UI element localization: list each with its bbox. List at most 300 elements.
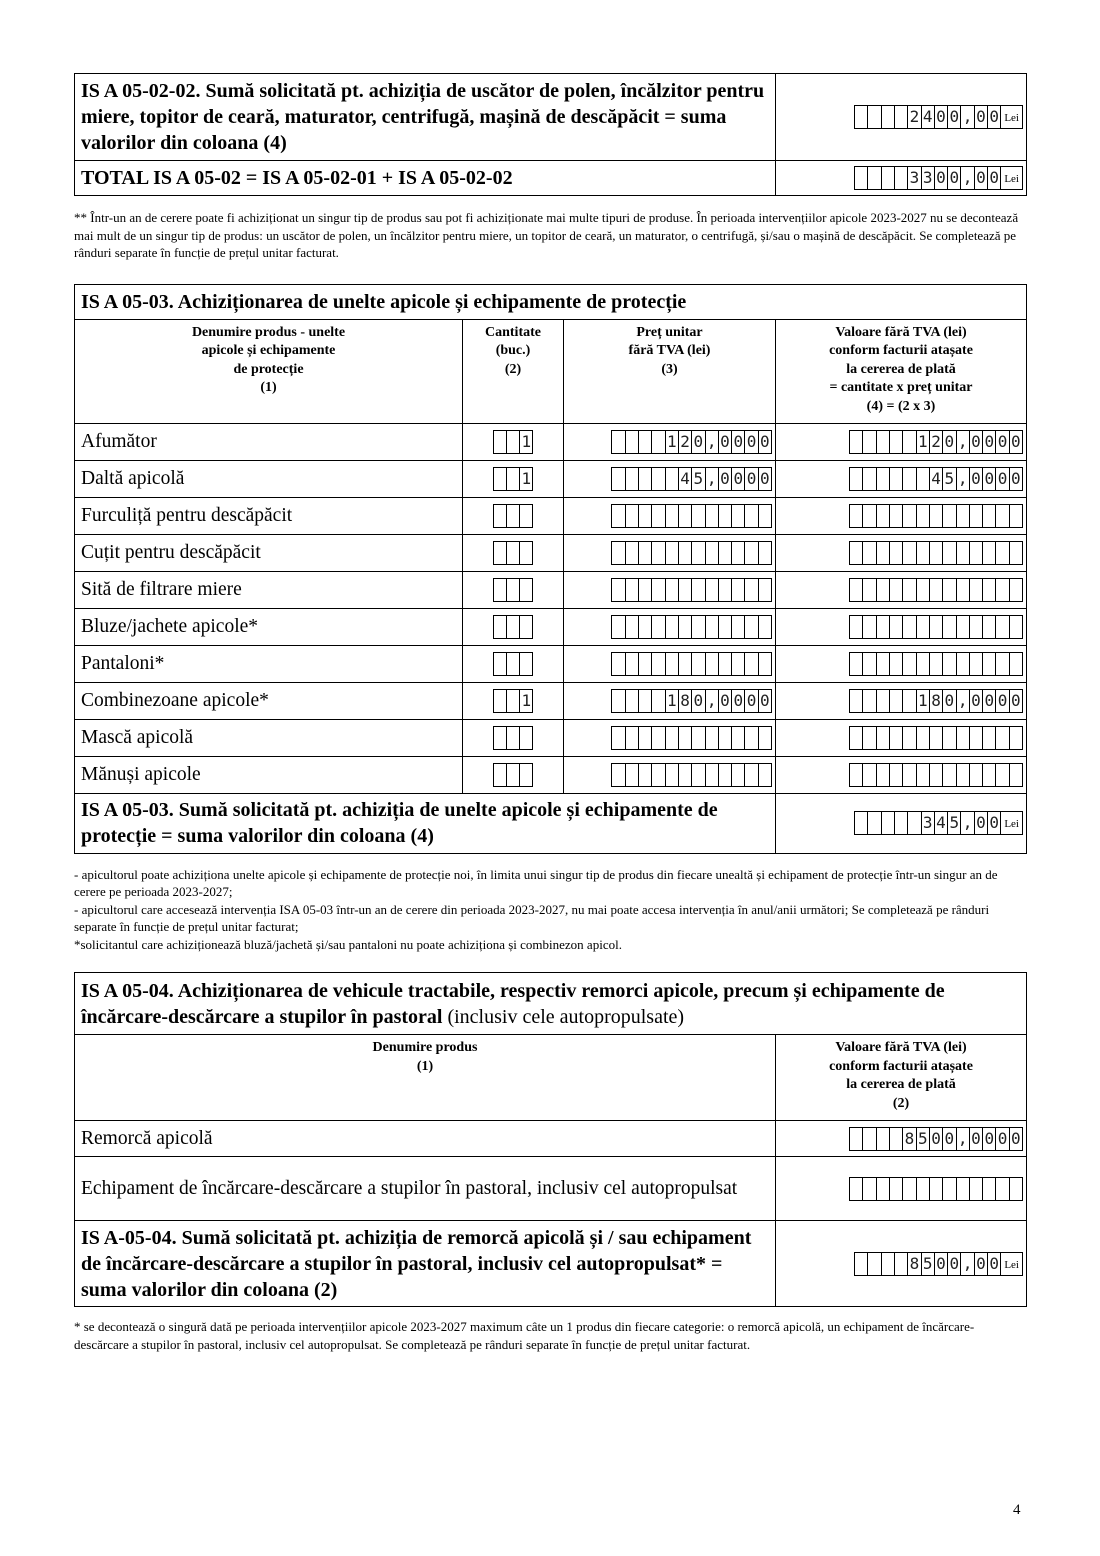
digit-cell[interactable] <box>854 811 868 835</box>
digit-cell[interactable] <box>705 726 719 750</box>
digit-cell[interactable] <box>894 166 908 190</box>
digit-cell[interactable] <box>691 652 705 676</box>
digit-cell[interactable] <box>862 615 876 639</box>
value-cells[interactable] <box>849 689 1023 713</box>
digit-cell[interactable] <box>995 615 1009 639</box>
digit-cell[interactable] <box>638 763 652 787</box>
digit-cell[interactable]: 0 <box>942 430 956 454</box>
digit-cell[interactable] <box>907 811 921 835</box>
digit-cell[interactable] <box>849 689 863 713</box>
unit-price-cells[interactable] <box>611 615 772 639</box>
digit-cell[interactable] <box>881 1252 895 1276</box>
digit-cell[interactable] <box>493 615 507 639</box>
digit-cell[interactable] <box>916 1177 930 1201</box>
digit-cell[interactable]: , <box>960 811 974 835</box>
digit-cell[interactable] <box>758 652 772 676</box>
digit-cell[interactable] <box>665 541 679 565</box>
digit-cell[interactable] <box>665 504 679 528</box>
digit-cell[interactable] <box>889 763 903 787</box>
digit-cell[interactable] <box>705 615 719 639</box>
digit-cell[interactable] <box>638 615 652 639</box>
digit-cell[interactable] <box>862 467 876 491</box>
digit-cell[interactable] <box>862 763 876 787</box>
digit-cell[interactable]: 4 <box>929 467 943 491</box>
digit-cell[interactable] <box>889 652 903 676</box>
digit-cell[interactable] <box>678 504 692 528</box>
value-cells[interactable] <box>849 726 1023 750</box>
digit-cell[interactable] <box>876 615 890 639</box>
digit-cell[interactable]: 2 <box>678 430 692 454</box>
digit-cell[interactable] <box>625 652 639 676</box>
digit-cell[interactable] <box>705 504 719 528</box>
digit-cell[interactable]: 5 <box>921 1252 935 1276</box>
digit-cell[interactable] <box>876 504 890 528</box>
digit-cell[interactable]: 5 <box>916 1127 930 1151</box>
digit-cell[interactable] <box>519 652 533 676</box>
digit-cell[interactable] <box>916 467 930 491</box>
digit-cell[interactable] <box>876 1177 890 1201</box>
digit-cell[interactable]: 0 <box>995 689 1009 713</box>
digit-cell[interactable] <box>862 1127 876 1151</box>
unit-price-cells[interactable] <box>611 763 772 787</box>
digit-cell[interactable] <box>969 615 983 639</box>
digit-cell[interactable] <box>867 811 881 835</box>
digit-cell[interactable] <box>1009 541 1023 565</box>
digit-cell[interactable] <box>638 541 652 565</box>
digit-cell[interactable] <box>862 578 876 602</box>
digit-cell[interactable]: 4 <box>678 467 692 491</box>
digit-cell[interactable] <box>744 504 758 528</box>
digit-cell[interactable] <box>638 578 652 602</box>
digit-cell[interactable]: 8 <box>902 1127 916 1151</box>
digit-cell[interactable] <box>916 652 930 676</box>
digit-cell[interactable] <box>889 504 903 528</box>
digit-cell[interactable] <box>506 430 520 454</box>
digit-cell[interactable] <box>611 541 625 565</box>
digit-cell[interactable] <box>651 504 665 528</box>
digit-cell[interactable] <box>902 430 916 454</box>
digit-cell[interactable]: 0 <box>982 430 996 454</box>
digit-cell[interactable]: 0 <box>982 1127 996 1151</box>
digit-cell[interactable] <box>942 763 956 787</box>
digit-cell[interactable] <box>506 726 520 750</box>
digit-cell[interactable] <box>493 578 507 602</box>
digit-cell[interactable] <box>881 811 895 835</box>
digit-cell[interactable] <box>611 689 625 713</box>
digit-cell[interactable] <box>916 763 930 787</box>
digit-cell[interactable]: 0 <box>731 689 745 713</box>
digit-cell[interactable] <box>982 504 996 528</box>
digit-cell[interactable] <box>969 578 983 602</box>
digit-cell[interactable] <box>651 578 665 602</box>
digit-cell[interactable] <box>665 726 679 750</box>
digit-cell[interactable] <box>982 726 996 750</box>
digit-cell[interactable] <box>849 726 863 750</box>
quantity-cells[interactable] <box>493 578 534 602</box>
digit-cell[interactable] <box>665 467 679 491</box>
digit-cell[interactable] <box>969 652 983 676</box>
digit-cell[interactable] <box>744 541 758 565</box>
digit-cell[interactable] <box>942 578 956 602</box>
value-cells[interactable] <box>849 1127 1023 1151</box>
digit-cell[interactable]: 0 <box>691 430 705 454</box>
digit-cell[interactable]: 5 <box>691 467 705 491</box>
digit-cell[interactable] <box>691 504 705 528</box>
digit-cell[interactable] <box>942 726 956 750</box>
quantity-cells[interactable] <box>493 467 534 491</box>
digit-cell[interactable] <box>916 726 930 750</box>
digit-cell[interactable]: 0 <box>974 166 988 190</box>
digit-cell[interactable] <box>1009 504 1023 528</box>
digit-cell[interactable]: 0 <box>987 105 1001 129</box>
digit-cell[interactable] <box>956 541 970 565</box>
digit-cell[interactable] <box>731 615 745 639</box>
digit-cell[interactable]: 1 <box>916 430 930 454</box>
digit-cell[interactable] <box>889 578 903 602</box>
digit-cell[interactable] <box>718 578 732 602</box>
digit-cell[interactable] <box>493 467 507 491</box>
unit-price-cells[interactable] <box>611 430 772 454</box>
digit-cell[interactable] <box>867 166 881 190</box>
digit-cell[interactable] <box>493 541 507 565</box>
digit-cell[interactable] <box>744 578 758 602</box>
digit-cell[interactable]: 0 <box>758 467 772 491</box>
digit-cell[interactable] <box>876 467 890 491</box>
digit-cell[interactable] <box>625 615 639 639</box>
digit-cell[interactable] <box>506 504 520 528</box>
digit-cell[interactable] <box>519 763 533 787</box>
digit-cell[interactable] <box>876 726 890 750</box>
quantity-cells[interactable] <box>493 615 534 639</box>
digit-cell[interactable] <box>956 578 970 602</box>
digit-cell[interactable] <box>1009 578 1023 602</box>
digit-cell[interactable] <box>718 615 732 639</box>
digit-cell[interactable] <box>625 578 639 602</box>
digit-cell[interactable]: 0 <box>929 1127 943 1151</box>
digit-cell[interactable] <box>731 763 745 787</box>
digit-cell[interactable] <box>889 467 903 491</box>
digit-cell[interactable] <box>969 1177 983 1201</box>
digit-cell[interactable]: 0 <box>942 1127 956 1151</box>
digit-cell[interactable] <box>956 652 970 676</box>
digit-cell[interactable] <box>691 726 705 750</box>
digit-cell[interactable]: 0 <box>1009 689 1023 713</box>
digit-cell[interactable] <box>849 541 863 565</box>
digit-cell[interactable] <box>758 578 772 602</box>
digit-cell[interactable]: 0 <box>718 430 732 454</box>
digit-cell[interactable] <box>867 1252 881 1276</box>
digit-cell[interactable] <box>894 811 908 835</box>
digit-cell[interactable] <box>705 541 719 565</box>
digit-cell[interactable] <box>651 652 665 676</box>
digit-cell[interactable] <box>1009 652 1023 676</box>
digit-cell[interactable] <box>969 541 983 565</box>
digit-cell[interactable] <box>611 578 625 602</box>
digit-cell[interactable] <box>929 541 943 565</box>
digit-cell[interactable] <box>611 726 625 750</box>
digit-cell[interactable]: , <box>960 166 974 190</box>
digit-cell[interactable] <box>493 689 507 713</box>
digit-cell[interactable] <box>493 726 507 750</box>
digit-cell[interactable] <box>625 763 639 787</box>
digit-cell[interactable]: 0 <box>969 1127 983 1151</box>
digit-cell[interactable] <box>718 504 732 528</box>
digit-cell[interactable]: 0 <box>987 1252 1001 1276</box>
digit-cell[interactable] <box>942 652 956 676</box>
digit-cell[interactable] <box>506 578 520 602</box>
digit-cell[interactable] <box>665 652 679 676</box>
digit-cell[interactable] <box>942 1177 956 1201</box>
digit-cell[interactable] <box>916 578 930 602</box>
digit-cell[interactable]: , <box>705 467 719 491</box>
digit-cell[interactable] <box>902 504 916 528</box>
digit-cell[interactable]: 0 <box>934 166 948 190</box>
digit-cell[interactable] <box>902 541 916 565</box>
digit-cell[interactable] <box>862 504 876 528</box>
digit-cell[interactable] <box>929 578 943 602</box>
quantity-cells[interactable] <box>493 763 534 787</box>
digit-cell[interactable] <box>638 504 652 528</box>
digit-cell[interactable] <box>995 652 1009 676</box>
digit-cell[interactable]: 0 <box>758 430 772 454</box>
digit-cell[interactable] <box>916 541 930 565</box>
digit-cell[interactable] <box>744 615 758 639</box>
digit-cell[interactable]: 0 <box>744 467 758 491</box>
digit-cell[interactable] <box>731 578 745 602</box>
digit-cell[interactable] <box>969 504 983 528</box>
digit-cell[interactable] <box>625 430 639 454</box>
digit-cell[interactable] <box>519 504 533 528</box>
digit-cell[interactable]: , <box>960 105 974 129</box>
digit-cell[interactable] <box>611 615 625 639</box>
digit-cell[interactable] <box>995 726 1009 750</box>
digit-cell[interactable] <box>849 578 863 602</box>
digit-cell[interactable] <box>651 615 665 639</box>
digit-cell[interactable] <box>862 541 876 565</box>
value-cells[interactable] <box>849 504 1023 528</box>
digit-cell[interactable] <box>665 763 679 787</box>
digit-cell[interactable]: , <box>956 689 970 713</box>
digit-cell[interactable]: 0 <box>947 1252 961 1276</box>
digit-cell[interactable]: , <box>705 689 719 713</box>
digit-cell[interactable]: 0 <box>969 689 983 713</box>
digit-cell[interactable] <box>929 1177 943 1201</box>
digit-cell[interactable]: 0 <box>934 1252 948 1276</box>
digit-cell[interactable]: 0 <box>731 467 745 491</box>
digit-cell[interactable] <box>611 763 625 787</box>
digit-cell[interactable]: 0 <box>942 689 956 713</box>
digit-cell[interactable]: 2 <box>929 430 943 454</box>
digit-cell[interactable] <box>611 467 625 491</box>
digit-cell[interactable]: 0 <box>974 1252 988 1276</box>
digit-cell[interactable] <box>889 1127 903 1151</box>
digit-cell[interactable]: 0 <box>947 166 961 190</box>
digit-cell[interactable] <box>678 726 692 750</box>
digit-cell[interactable] <box>956 726 970 750</box>
digit-cell[interactable] <box>942 541 956 565</box>
digit-cell[interactable] <box>731 541 745 565</box>
digit-cell[interactable] <box>849 652 863 676</box>
value-cells[interactable] <box>849 578 1023 602</box>
digit-cell[interactable]: 1 <box>519 467 533 491</box>
digit-cell[interactable] <box>1009 615 1023 639</box>
digit-cell[interactable] <box>718 652 732 676</box>
digit-cell[interactable] <box>718 541 732 565</box>
digit-cell[interactable] <box>862 430 876 454</box>
digit-cell[interactable]: 0 <box>718 467 732 491</box>
digit-cell[interactable] <box>862 652 876 676</box>
digit-cell[interactable] <box>611 430 625 454</box>
digit-cell[interactable]: 1 <box>665 689 679 713</box>
digit-cell[interactable] <box>705 652 719 676</box>
digit-cell[interactable] <box>876 1127 890 1151</box>
digit-cell[interactable] <box>731 504 745 528</box>
digit-cell[interactable]: , <box>956 467 970 491</box>
digit-cell[interactable] <box>651 689 665 713</box>
digit-cell[interactable] <box>902 467 916 491</box>
digit-cell[interactable] <box>995 541 1009 565</box>
digit-cell[interactable]: 0 <box>982 467 996 491</box>
digit-cell[interactable] <box>519 578 533 602</box>
digit-cell[interactable]: 0 <box>995 1127 1009 1151</box>
digit-cell[interactable]: 0 <box>691 689 705 713</box>
digit-cell[interactable]: 0 <box>987 166 1001 190</box>
unit-price-cells[interactable] <box>611 541 772 565</box>
digit-cell[interactable]: 3 <box>907 166 921 190</box>
digit-cell[interactable] <box>902 578 916 602</box>
digit-cell[interactable]: 8 <box>907 1252 921 1276</box>
digit-cell[interactable]: 0 <box>718 689 732 713</box>
unit-price-cells[interactable] <box>611 689 772 713</box>
digit-cell[interactable] <box>942 615 956 639</box>
digit-cell[interactable] <box>758 763 772 787</box>
digit-cell[interactable] <box>929 504 943 528</box>
digit-cell[interactable]: 0 <box>995 430 1009 454</box>
digit-cell[interactable]: 0 <box>731 430 745 454</box>
digit-cell[interactable]: 0 <box>934 105 948 129</box>
digit-cell[interactable] <box>731 652 745 676</box>
digit-cell[interactable] <box>995 763 1009 787</box>
digit-cell[interactable] <box>758 541 772 565</box>
digit-cell[interactable] <box>638 430 652 454</box>
digit-cell[interactable] <box>625 504 639 528</box>
digit-cell[interactable]: 5 <box>942 467 956 491</box>
digit-cell[interactable]: 4 <box>934 811 948 835</box>
digit-cell[interactable] <box>651 763 665 787</box>
digit-cell[interactable]: , <box>705 430 719 454</box>
unit-price-cells[interactable] <box>611 652 772 676</box>
digit-cell[interactable] <box>744 652 758 676</box>
digit-cell[interactable] <box>1009 726 1023 750</box>
digit-cell[interactable] <box>625 689 639 713</box>
digit-cell[interactable] <box>638 652 652 676</box>
digit-cell[interactable] <box>731 726 745 750</box>
digit-cell[interactable]: 0 <box>744 689 758 713</box>
digit-cell[interactable] <box>493 652 507 676</box>
digit-cell[interactable] <box>995 1177 1009 1201</box>
digit-cell[interactable]: 0 <box>1009 1127 1023 1151</box>
digit-cell[interactable] <box>889 689 903 713</box>
digit-cell[interactable] <box>889 615 903 639</box>
digit-cell[interactable] <box>651 726 665 750</box>
digit-cell[interactable] <box>916 615 930 639</box>
digit-cell[interactable]: 8 <box>929 689 943 713</box>
unit-price-cells[interactable] <box>611 504 772 528</box>
digit-cell[interactable] <box>894 105 908 129</box>
digit-cell[interactable] <box>493 763 507 787</box>
digit-cell[interactable] <box>956 1177 970 1201</box>
digit-cell[interactable] <box>678 652 692 676</box>
digit-cell[interactable] <box>506 652 520 676</box>
digit-cell[interactable] <box>678 615 692 639</box>
digit-cell[interactable] <box>758 726 772 750</box>
digit-cell[interactable]: , <box>956 1127 970 1151</box>
quantity-cells[interactable] <box>493 726 534 750</box>
digit-cell[interactable]: 0 <box>969 430 983 454</box>
digit-cell[interactable] <box>849 763 863 787</box>
digit-cell[interactable] <box>894 1252 908 1276</box>
quantity-cells[interactable] <box>493 430 534 454</box>
digit-cell[interactable] <box>929 615 943 639</box>
digit-cell[interactable] <box>881 105 895 129</box>
digit-cell[interactable] <box>705 578 719 602</box>
digit-cell[interactable] <box>691 763 705 787</box>
value-cells[interactable] <box>849 652 1023 676</box>
digit-cell[interactable] <box>651 541 665 565</box>
digit-cell[interactable] <box>876 689 890 713</box>
digit-cell[interactable] <box>625 467 639 491</box>
digit-cell[interactable]: 3 <box>921 166 935 190</box>
digit-cell[interactable]: 0 <box>947 105 961 129</box>
digit-cell[interactable] <box>493 430 507 454</box>
digit-cell[interactable] <box>982 763 996 787</box>
digit-cell[interactable]: 4 <box>921 105 935 129</box>
value-cells[interactable] <box>849 541 1023 565</box>
quantity-cells[interactable] <box>493 689 534 713</box>
digit-cell[interactable] <box>876 430 890 454</box>
quantity-cells[interactable] <box>493 541 534 565</box>
value-cells[interactable] <box>849 763 1023 787</box>
digit-cell[interactable] <box>718 763 732 787</box>
digit-cell[interactable] <box>982 541 996 565</box>
digit-cell[interactable] <box>506 615 520 639</box>
digit-cell[interactable] <box>902 615 916 639</box>
digit-cell[interactable] <box>995 504 1009 528</box>
digit-cell[interactable] <box>982 1177 996 1201</box>
digit-cell[interactable] <box>956 615 970 639</box>
value-cells[interactable] <box>849 430 1023 454</box>
digit-cell[interactable] <box>625 726 639 750</box>
digit-cell[interactable] <box>678 763 692 787</box>
digit-cell[interactable]: 8 <box>678 689 692 713</box>
digit-cell[interactable] <box>916 504 930 528</box>
digit-cell[interactable] <box>638 689 652 713</box>
digit-cell[interactable] <box>902 763 916 787</box>
digit-cell[interactable] <box>519 615 533 639</box>
digit-cell[interactable] <box>705 763 719 787</box>
digit-cell[interactable]: 2 <box>907 105 921 129</box>
digit-cell[interactable] <box>506 689 520 713</box>
digit-cell[interactable] <box>956 504 970 528</box>
digit-cell[interactable] <box>982 578 996 602</box>
value-cells[interactable] <box>849 615 1023 639</box>
digit-cell[interactable] <box>889 430 903 454</box>
digit-cell[interactable] <box>691 578 705 602</box>
digit-cell[interactable] <box>849 1127 863 1151</box>
digit-cell[interactable] <box>854 1252 868 1276</box>
digit-cell[interactable] <box>889 541 903 565</box>
digit-cell[interactable] <box>691 541 705 565</box>
